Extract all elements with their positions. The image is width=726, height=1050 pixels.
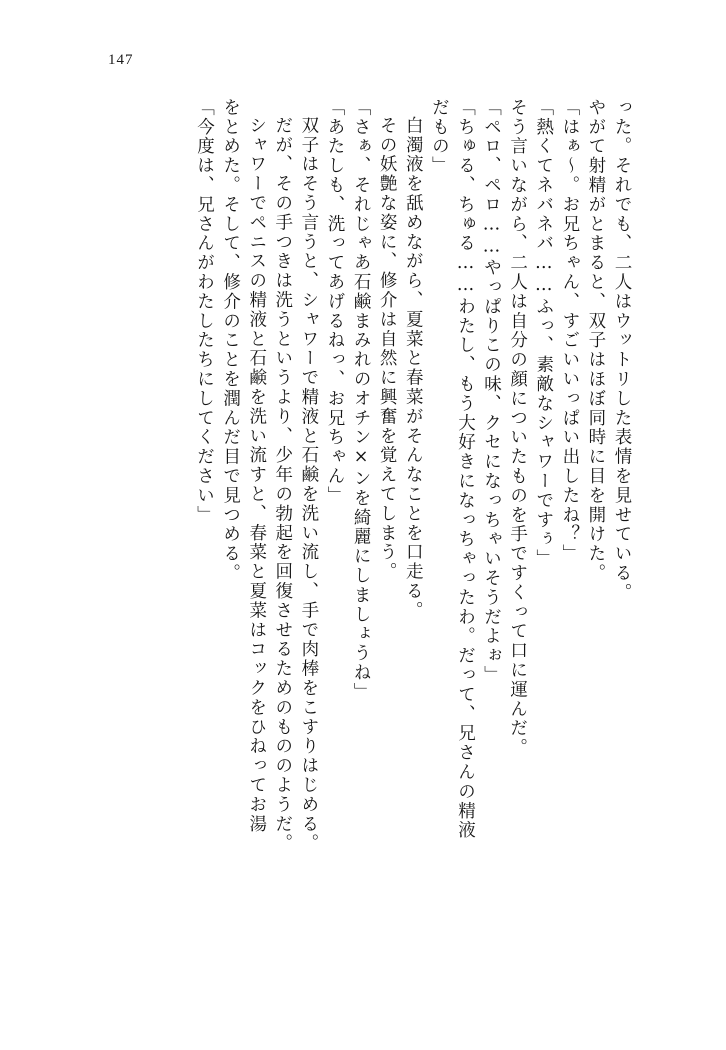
text-line: 双子はそう言うと、シャワーで精液と石鹸を洗い流し、手で肉棒をこすりはじめる。 (298, 116, 319, 854)
text-line: をとめた。そして、修介のことを潤んだ目で見つめる。 (220, 98, 241, 583)
text-line: 「あたしも、洗ってあげるねっ、お兄ちゃん」 (324, 98, 345, 506)
text-line: シャワーでペニスの精液と石鹸を洗い流すと、春菜と夏菜はコックをひねってお湯 (246, 116, 267, 834)
text-line: 「さぁ、それじゃあ石鹸まみれのオチン×ンを綺麗にしましょうね」 (351, 98, 372, 702)
text-line: 「ペロ、ペロ……やっぱりこの味、クセになっちゃいそうだよぉ」 (481, 98, 502, 685)
text-line: 白濁液を舐めながら、夏菜と春菜がそんなことを口走る。 (403, 116, 424, 621)
vertical-text-body (70, 98, 630, 898)
text-line: やがて射精がとまると、双子はほぼ同時に目を開けた。 (585, 98, 606, 583)
text-line: その妖艶な姿に、修介は自然に興奮を覚えてしまう。 (377, 116, 398, 582)
text-line: った。それでも、二人はウットリした表情を見せている。 (612, 98, 632, 603)
page-number: 147 (108, 52, 134, 68)
text-line: だもの」 (429, 98, 450, 176)
text-line: そう言いながら、二人は自分の顔についたものを手ですくって口に運んだ。 (507, 98, 528, 758)
text-line: 「今度は、兄さんがわたしたちにしてください」 (194, 98, 215, 525)
text-line: 「はぁ～。お兄ちゃん、すごいいっぱい出したね？」 (559, 98, 580, 564)
text-line: だが、その手つきは洗うというより、少年の勃起を回復させるためのもののようだ。 (272, 116, 293, 854)
text-line: 「ちゅる、ちゅる……わたし、もう大好きになっちゃったわ。だって、兄さんの精液 (455, 98, 476, 841)
text-line: 「熱くてネバネバ……ふっ、素敵なシャワーですぅ」 (533, 98, 554, 569)
